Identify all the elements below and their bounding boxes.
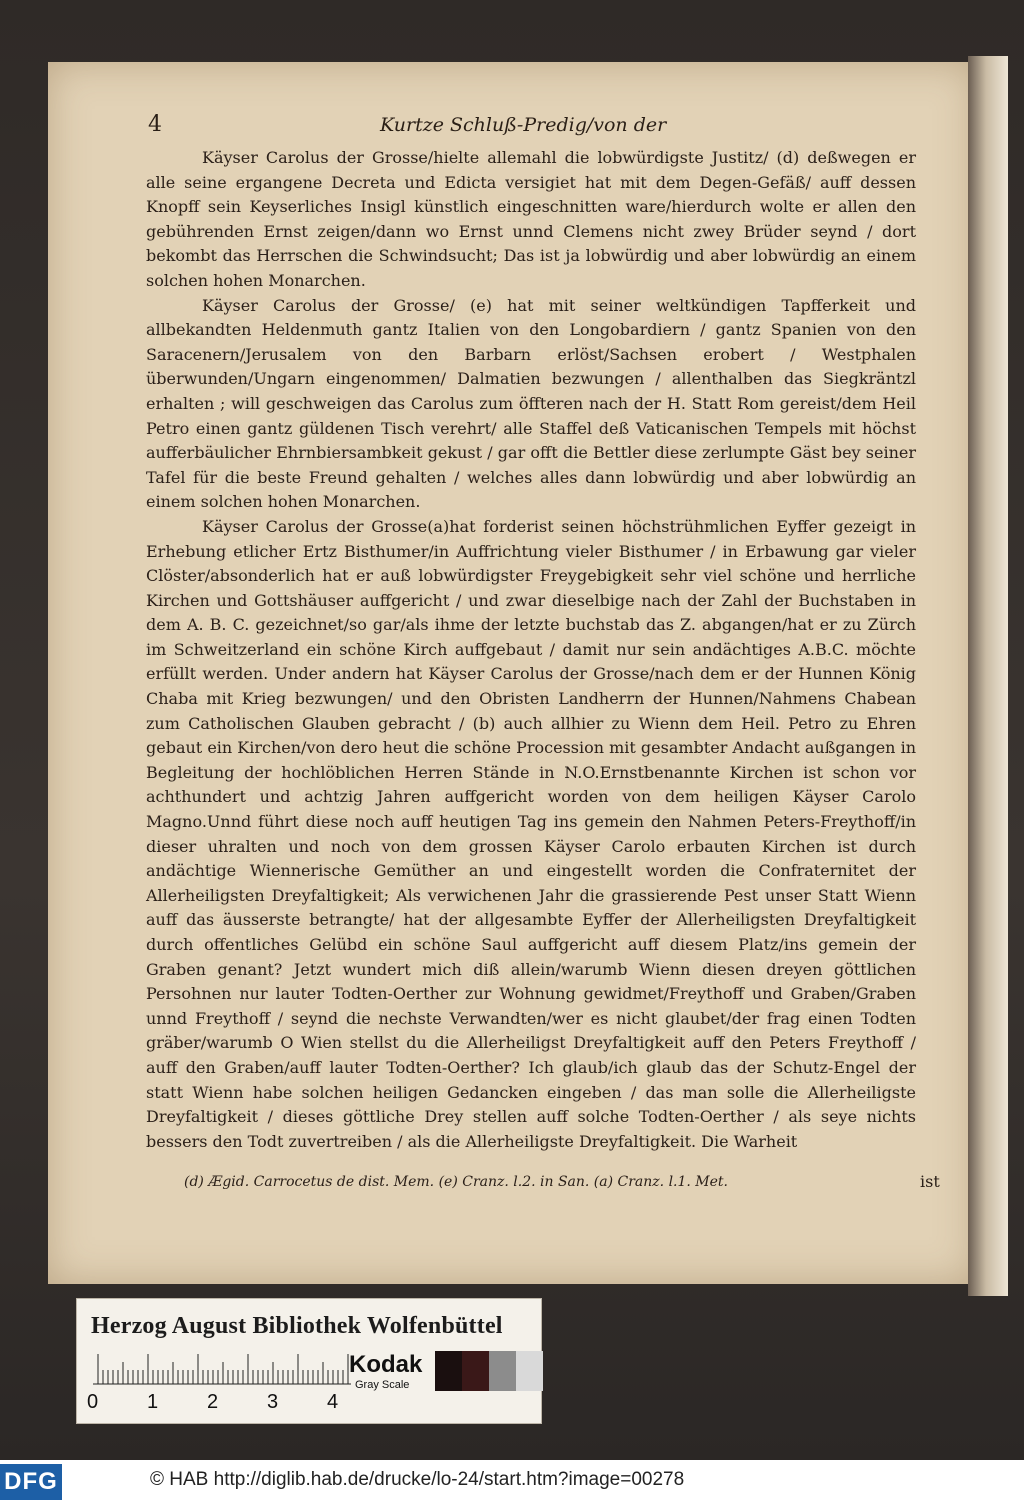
page-header — [148, 112, 936, 142]
ruler-number: 2 — [207, 1391, 219, 1413]
paragraph: Käyser Carolus der Grosse/hielte allemahl die lobwürdigste Justitz/ (d) deßwegen er alle seine ergangene Decreta und Edicta versigiet hat mit dem Degen-Gefäß/ auff dessen Knopff sein Keyserliches Insigl künstlich eingeschnitten ware/hierdurch wolte er allen den gebührenden Ernst zeigen/dann wo Ernst unnd Clemens nicht zwey Brüder seynd / dort bekombt das Herrschen die Schwindsucht; Das ist ja lobwürdig und aber lobwürdig an einem solchen hohen Monarchen. — [146, 148, 916, 290]
running-title: Kurtze Schluß-Predig/von der — [380, 114, 667, 136]
ruler-number: 0 — [87, 1391, 99, 1413]
dfg-logo: DFG — [0, 1464, 62, 1500]
body-text — [146, 146, 916, 1154]
ruler-number: 1 — [147, 1391, 159, 1413]
ruler-numbers — [87, 1391, 387, 1415]
swatch — [462, 1351, 489, 1391]
page-number: 4 — [148, 112, 162, 137]
footnotes: (d) Ægid. Carrocetus de dist. Mem. (e) Cranz. l.2. in San. (a) Cranz. l.1. Met. — [184, 1174, 729, 1190]
kodak-logo: Kodak — [349, 1351, 423, 1378]
ruler-scale — [93, 1351, 351, 1385]
swatch — [489, 1351, 516, 1391]
paragraph: Käyser Carolus der Grosse/ (e) hat mit seiner weltkündigen Tapfferkeit und allbekandten Heldenmuth gantz Italien von den Longobardiern / gantz Spanien von den Saracenern/Jerusalem von den Barbarn erlöst/Sachsen erobert / Westphalen überwunden/Ungarn eingenommen/ Dalmatien bezwungen / allenthalben das Siegkräntzl erhalten ; will geschweigen das Carolus zum öffteren nach der H. Statt Rom gereist/dem Heil Petro einen gantz güldenen Tisch verehrt/ alle Staffel deß Vaticanischen Tempels mit höchst aufferbäulicher Ehrnbiersambkeit gekust / gar offt die Bettler diese zerlumpte Gäst bey seiner Tafel für die beste Freund gehalten / welches alles dann lobwürdig und aber lobwürdig an einem solchen hohen Monarchen. — [146, 295, 916, 512]
ruler-number: 4 — [327, 1391, 339, 1413]
book-page — [48, 62, 976, 1284]
footer-bar — [0, 1460, 1024, 1503]
swatch — [516, 1351, 543, 1391]
swatch — [435, 1351, 462, 1391]
paragraph: Käyser Carolus der Grosse(a)hat forderist seinen höchstrühmlichen Eyffer gezeigt in Erhebung etlicher Ertz Bisthumer/in Auffrichtung vieler Bisthumer / in Erbawung gar vieler Clöster/absonderlich hat er auß lobwürdigster Freygebigkeit sehr viel schöne und herrliche Kirchen und Gottshäuser auffgericht / und zwar dieselbige nach der Zahl der Buchstaben in dem A. B. C. gezeichnet/so gar/als ihme der letzte buchstab das Z. abgangen/hat er zu Zürch im Schweitzerland ein schöne Kirch auffgebaut / damit nur sein andächtiges A.B.C. möchte erfüllt werden. Under andern hat Käyser Carolus der Grosse/nach dem er der Hunnen König Chaba mit Krieg bezwungen/ und den Obristen Landherrn der Hunnen/Nahmens Chabean zum Catholischen Glauben gebracht / (b) auch allhier zu Wienn dem Heil. Petro zu Ehren gebaut ein Kirchen/von dero heut die schöne Procession mit gesambter Andacht außgangen in Begleitung der hochlöblichen Herren Stände in N.O.Ernstbenannte Kirchen ist schon vor achthundert und achtzig Jahren auffgericht worden von dem heiligen Käyser Carolo Magno.Unnd führt diese noch auff heutigen Tag ins gemein den Nahmen Peters-Freythoff/in dieser uhralten und noch von dem grossen Käyser Carolo erbauten Kirchen ist durch andächtige Wiennerische Gemüther an und eingestellt worden die Confraternitet der Allerheiligsten Dreyfaltigkeit; Als verwichenen Jahr die grassierende Pest unser Statt Wienn auff das äusserste betrangte/ hat der allgesambte Eyffer der Allerheiligsten Dreyfaltigkeit durch offentliches Gelübd ein schöne Saul auffgericht auff diesem Platz/ins gemein der Graben genant? Jetzt wundert mich diß allein/warumb Wienn diesen dreyen göttlichen Persohnen nur lauter Todten-Oerther zur Wohnung gewidmet/Freythoff und Graben/Graben unnd Freythoff / seynd die nechste Verwandten/wer es nicht glaubet/der frag einen Todten gräber/warumb O Wien stellst du die Allerheiligst Dreyfaltigkeit auff den Peters Freythoff / auff den Graben/auff lauter Todten-Oerther? Ich glaub/ich glaub das der Schutz-Engel der statt Wienn habe solchen heiligen Gedancken eingeben / das man solle die Allerheiligste Dreyfaltigkeit / dieses göttliche Drey stellen auff solche Todten-Oerther / als seye nichts bessers den Todt zuvertreiben / als die Allerheiligste Dreyfaltigkeit. Die Warheit — [146, 516, 916, 1151]
gray-scale-label: Gray Scale — [355, 1379, 410, 1391]
ruler-number: 3 — [267, 1391, 279, 1413]
library-label — [76, 1298, 542, 1424]
library-name: Herzog August Bibliothek Wolfenbüttel — [91, 1313, 503, 1339]
catchword: ist — [920, 1172, 940, 1191]
gray-scale-swatches — [435, 1351, 543, 1391]
next-page-edge — [968, 56, 1008, 1296]
copyright-link[interactable]: © HAB http://diglib.hab.de/drucke/lo-24/start.htm?image=00278 — [150, 1469, 685, 1490]
